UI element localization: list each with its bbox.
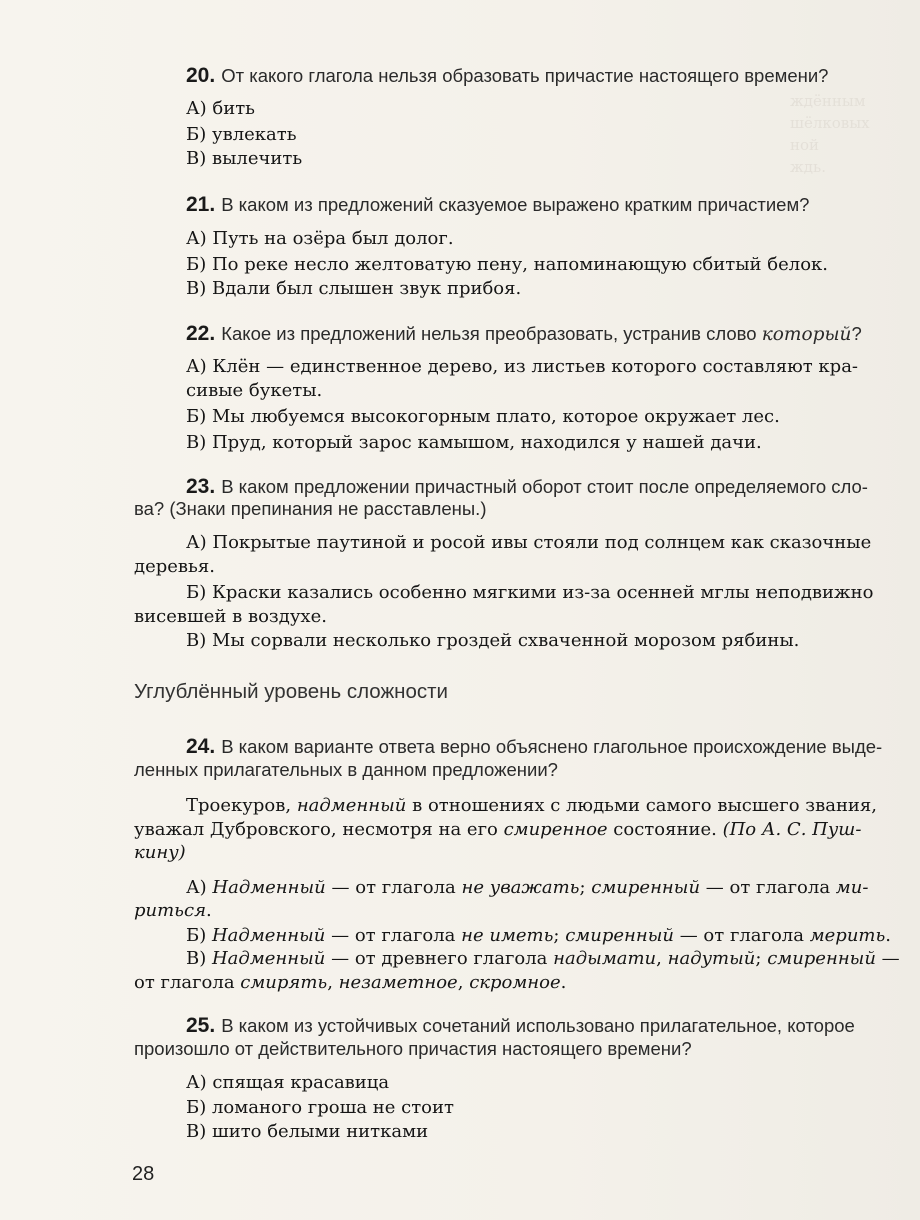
quote-source: (По А. С. Пуш- (722, 819, 862, 840)
question-text-end: ? (851, 323, 862, 344)
option-text: — (881, 948, 900, 969)
question-25-title (186, 1014, 855, 1038)
option-word: смиренный (767, 948, 876, 969)
bleed-through-text: ждённым шёлковых ной ждь. (790, 92, 870, 176)
question-number: 20. (186, 64, 216, 87)
option-c (186, 948, 900, 969)
option-b (186, 925, 891, 946)
option-a: А) Путь на озёра был долог. (186, 228, 454, 249)
option-text: , (457, 972, 464, 993)
option-b: Б) Краски казались особенно мягкими из-за осенней мглы неподвижно (186, 582, 874, 603)
option-word: мерить (809, 925, 886, 946)
quote-highlight: надменный (296, 795, 407, 816)
question-23-title-continued: ва? (Знаки препинания не расставлены.) (134, 498, 487, 519)
option-a-continued (134, 900, 212, 921)
option-word: ми- (835, 877, 869, 898)
option-word: незаметное (338, 972, 458, 993)
option-c: В) Пруд, который зарос камышом, находился у нашей дачи. (186, 432, 762, 453)
option-text: — от глагола (679, 925, 804, 946)
option-c: В) вылечить (186, 148, 303, 169)
option-c: В) Мы сорвали несколько гроздей схваченной морозом рябины. (186, 630, 800, 651)
option-text: ; (755, 948, 762, 969)
option-word: надымати (553, 948, 657, 969)
option-a: А) бить (186, 98, 255, 119)
question-24-title-continued: ленных прилагательных в данном предложении? (134, 759, 558, 780)
option-c-continued (134, 972, 566, 993)
option-b: Б) По реке несло желтоватую пену, напоминающую сбитый белок. (186, 254, 829, 275)
question-text: В каком предложении причастный оборот стоит после определяемого сло- (221, 476, 868, 497)
option-text: . (560, 972, 567, 993)
option-word: риться (134, 900, 206, 921)
quote-text: в отношениях с людьми самого высшего звания, (412, 795, 878, 816)
option-text: . (885, 925, 892, 946)
option-word: смиренный (591, 877, 701, 898)
option-letter: Б) (186, 925, 207, 946)
option-b: Б) Мы любуемся высокогорным плато, которое окружает лес. (186, 406, 780, 427)
option-text: — от древнего глагола (331, 948, 548, 969)
question-text: В каком варианте ответа верно объяснено глагольное происхождение выде- (221, 736, 883, 757)
section-heading: Углублённый уровень сложности (134, 680, 448, 703)
quote-text: уважал Дубровского, несмотря на его (134, 819, 498, 840)
option-c: В) шито белыми нитками (186, 1121, 429, 1142)
option-word: Надменный (211, 948, 326, 969)
option-text: — от глагола (705, 877, 831, 898)
option-text: — от глагола (331, 925, 456, 946)
question-keyword: который (761, 324, 852, 345)
option-text: . (205, 900, 212, 921)
page-number: 28 (132, 1163, 155, 1185)
option-text: , (656, 948, 662, 969)
option-a-continued: сивые букеты. (186, 380, 323, 401)
option-a: А) спящая красавица (186, 1072, 390, 1093)
option-letter: А) (186, 877, 207, 898)
option-a: А) Покрытые паутиной и росой ивы стояли под солнцем как сказочные (186, 532, 872, 553)
question-20-title (186, 64, 828, 88)
option-letter: В) (186, 948, 207, 969)
question-24-title (186, 735, 882, 759)
option-word: скромное (469, 972, 561, 993)
option-a (186, 877, 868, 898)
option-c: В) Вдали был слышен звук прибоя. (186, 278, 522, 299)
option-word: не уважать (461, 877, 580, 898)
option-text: — от глагола (331, 877, 456, 898)
quote-line-2 (134, 819, 861, 840)
quote-text: Троекуров, (186, 795, 292, 816)
question-number: 25. (186, 1014, 216, 1037)
option-word: Надменный (212, 877, 326, 898)
question-22-title (186, 322, 862, 346)
option-b: Б) ломаного гроша не стоит (186, 1097, 454, 1118)
question-23-title (186, 475, 868, 499)
quote-highlight: смиренное (503, 819, 608, 840)
quote-line-1 (186, 795, 877, 816)
question-number: 24. (186, 735, 216, 758)
question-21-title (186, 193, 809, 217)
option-text: , (327, 972, 333, 993)
option-text: ; (579, 877, 586, 898)
question-number: 21. (186, 193, 216, 216)
question-text: От какого глагола нельзя образовать причастие настоящего времени? (221, 65, 829, 86)
option-b-continued: висевшей в воздухе. (134, 606, 327, 627)
option-word: смиренный (565, 925, 674, 946)
option-a-continued: деревья. (134, 556, 215, 577)
question-text: Какое из предложений нельзя преобразовать, устранив слово (221, 323, 757, 344)
question-number: 23. (186, 475, 216, 498)
question-text: В каком из предложений сказуемое выражено кратким причастием? (221, 194, 810, 215)
option-word: не иметь (461, 925, 554, 946)
question-number: 22. (186, 322, 216, 345)
quote-source-continued: кину) (134, 842, 186, 863)
option-word: надутый (667, 948, 756, 969)
question-25-title-continued: произошло от действительного причастия настоящего времени? (134, 1038, 692, 1059)
option-word: смирять (240, 972, 328, 993)
option-text: ; (553, 925, 560, 946)
option-b: Б) увлекать (186, 124, 297, 145)
question-text: В каком из устойчивых сочетаний использовано прилагательное, которое (221, 1015, 855, 1036)
option-a: А) Клён — единственное дерево, из листьев которого составляют кра- (186, 356, 859, 377)
quote-text: состояние. (613, 819, 717, 840)
option-word: Надменный (211, 925, 326, 946)
option-text: от глагола (134, 972, 235, 993)
